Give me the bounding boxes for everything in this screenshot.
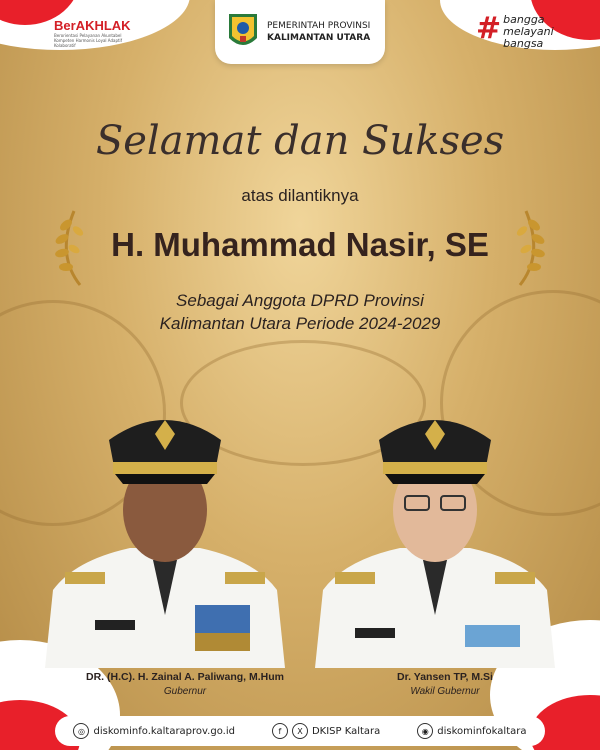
governor-name: DR. (H.C). H. Zainal A. Paliwang, M.Hum [86,671,284,683]
berakhlak-logo-subtext: Berorientasi Pelayanan Akuntabel Kompeten Harmonis Loyal Adaptif Kolaboratif [54,33,123,48]
footer-instagram[interactable] [417,723,526,739]
government-header [215,0,385,64]
vice-governor-name: Dr. Yansen TP, M.Si [397,671,493,683]
vice-governor-photo [305,400,565,668]
berakhlak-logo [54,18,134,48]
role-line2: Kalimantan Utara Periode 2024-2029 [159,314,441,333]
globe-icon: ◎ [73,723,89,739]
province-emblem-icon [227,12,259,52]
facebook-icon: f [272,723,288,739]
social-text: DKISP Kaltara [311,725,381,737]
greeting-subtitle: atas dilantiknya [241,186,359,205]
x-icon: X [292,723,308,739]
greeting-title: Selamat dan Sukses [95,118,505,164]
honoree-name: H. Muhammad Nasir, SE [111,226,489,263]
governor-title: Gubernur [163,686,207,697]
berakhlak-logo-text: BerAKHLAK [54,18,131,33]
footer-social[interactable] [272,723,380,739]
instagram-icon: ◉ [417,723,433,739]
footer-website[interactable] [73,723,234,739]
bangga-word: bangga [503,13,545,26]
website-text: diskominfo.kaltaraprov.go.id [93,725,235,737]
governor-photo [35,400,295,668]
header-org-line1: PEMERINTAH PROVINSI [267,21,371,31]
bangga-melayani-bangsa-logo [476,11,554,50]
laurel-right-icon [508,205,550,291]
instagram-text: diskominfokaltara [437,725,527,737]
bangsa-word: bangsa [503,37,544,50]
header-org-line2: KALIMANTAN UTARA [267,33,371,43]
melayani-word: melayani [503,25,554,38]
vice-governor-title: Wakil Gubernur [410,686,480,697]
footer-bar [55,716,545,746]
honoree-role [0,289,600,335]
hashtag-icon: # [476,11,502,46]
role-line1: Sebagai Anggota DPRD Provinsi [176,291,424,310]
